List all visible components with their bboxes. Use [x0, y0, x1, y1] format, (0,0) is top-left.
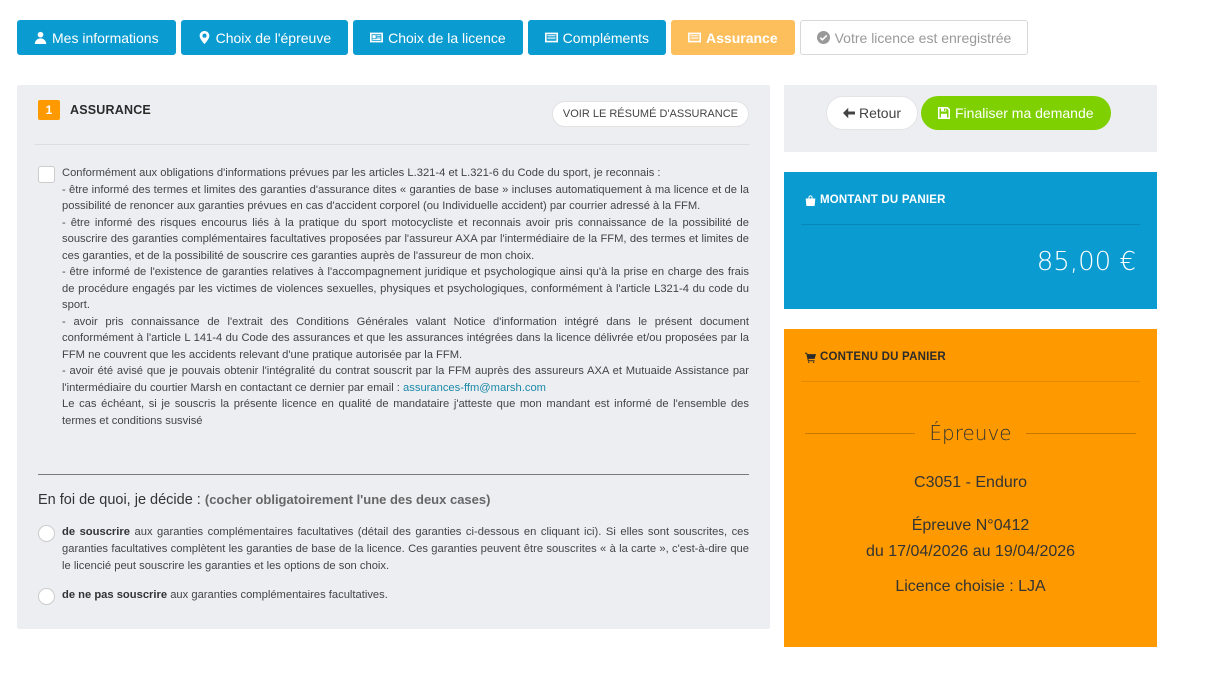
- panel-header: [38, 100, 151, 120]
- divider: [805, 433, 915, 434]
- option-subscribe: [38, 524, 749, 575]
- decision-heading: [38, 492, 490, 508]
- panel-title: ASSURANCE: [70, 103, 151, 117]
- not-subscribe-radio[interactable]: [38, 588, 55, 605]
- step-number-badge: 1: [38, 100, 60, 120]
- step-licence-enregistree[interactable]: [800, 20, 1029, 55]
- amount-title-text: MONTANT DU PANIER: [820, 194, 946, 206]
- option-text: [62, 524, 749, 575]
- shopping-cart-icon: [805, 352, 816, 363]
- step-label: Choix de l'épreuve: [215, 29, 332, 46]
- basket-content-card: [784, 329, 1157, 647]
- map-marker-icon: [198, 31, 211, 44]
- divider: [38, 474, 749, 475]
- check-circle-icon: [817, 31, 830, 44]
- shopping-bag-icon: [805, 195, 816, 206]
- arrow-left-icon: [843, 107, 855, 119]
- step-complements[interactable]: [528, 20, 666, 55]
- consent-item: - avoir pris connaissance de l'extrait des Conditions Générales valant Notice d'information intégré dans le présent document conformément à l'article L 141-4 du Code des assurances et que les assurances intégrées dans la licence délivrée et/ou proposées par la FFM ne couvrent que les accidents relevant d'une pratique autorisée par la FFM.: [62, 315, 749, 361]
- list-icon: [688, 31, 701, 44]
- id-card-icon: [370, 31, 383, 44]
- option-bold: de ne pas souscrire: [62, 589, 168, 601]
- event-section-heading: [805, 421, 1136, 445]
- divider: [35, 144, 749, 145]
- option-desc: aux garanties complémentaires facultatives (détail des garanties ci-dessous en cliquant ici). Si elles sont souscrites, ces garanties facultatives complètent les garanties de base de la licence. Ces garanties peuvent être souscrites « à la carte », c'est-à-dire que le licencié peut souscrire les garanties et les options de son choix.: [62, 526, 749, 572]
- basket-title-text: CONTENU DU PANIER: [820, 351, 946, 363]
- consent-item: - être informé de l'existence de garanties relatives à l'accompagnement juridique et psychologique ainsi qu'à la prise en charge des frais de procédure engagés par les victimes de violences sexuelles, physiques et psychologiques, conformément à l'article L321-4 du code du sport.: [62, 266, 749, 311]
- option-text: [62, 587, 749, 604]
- view-insurance-summary-button[interactable]: VOIR LE RÉSUMÉ D'ASSURANCE: [552, 101, 749, 127]
- email-link[interactable]: assurances-ffm@marsh.com: [403, 381, 546, 394]
- event-dates: du 17/04/2026 au 19/04/2026: [865, 543, 1076, 560]
- step-assurance[interactable]: [671, 20, 795, 55]
- consent-item: - être informé des termes et limites des garanties d'assurance dites « garanties de base » incluses automatiquement à ma licence et de la possibilité de renoncer aux garanties prévues en cas d'accident corporel (ou Individuelle accident) par courrier adressé à la FFM.: [62, 183, 749, 212]
- save-icon: [938, 107, 950, 119]
- list-icon: [545, 31, 558, 44]
- option-not-subscribe: [38, 587, 749, 604]
- consent-item: [62, 363, 749, 396]
- finalize-button[interactable]: [921, 96, 1111, 130]
- step-mes-informations[interactable]: [17, 20, 176, 55]
- back-button[interactable]: [826, 96, 918, 130]
- subscribe-radio[interactable]: [38, 525, 55, 542]
- consent-item: Le cas échéant, si je souscris la présente licence en qualité de mandataire j'atteste que mon mandant est informé de l'ensemble des termes et conditions susvisé: [62, 398, 749, 427]
- actions-box: [784, 85, 1157, 152]
- back-label: Retour: [859, 105, 902, 121]
- divider: [801, 381, 1140, 382]
- chosen-licence: Licence choisie : LJA: [895, 578, 1046, 595]
- basket-amount-value: 85,00 €: [1036, 247, 1136, 277]
- step-label: Mes informations: [52, 29, 159, 46]
- step-label: Compléments: [562, 29, 650, 46]
- amount-title: [805, 194, 946, 206]
- decision-hint: (cocher obligatoirement l'une des deux cases): [204, 492, 491, 507]
- consent-item: - être informé des risques encourus liés à la pratique du sport motocycliste et reconnais avoir pris connaissance de la possibilité de souscrire des garanties complémentaires facultatives proposées par l'assureur AXA par l'intermédiaire de la FFM, des termes et limites de ces garanties, et de la possibilité de souscrire ces garanties auprès de l'assureur de mon choix.: [62, 216, 749, 262]
- consent-item-text: - avoir été avisé que je pouvais obtenir l'intégralité du contrat souscrit par la FFM auprès des assureurs AXA et Mutuaide Assistance par l'intermédiaire du courtier Marsh en contactant ce dernier par email :: [62, 365, 749, 394]
- finalize-label: Finaliser ma demande: [955, 105, 1094, 121]
- step-label: Votre licence est enregistrée: [834, 29, 1012, 46]
- steps-nav: [17, 20, 1028, 55]
- consent-checkbox[interactable]: [38, 166, 55, 183]
- step-label: Assurance: [706, 29, 778, 46]
- consent-intro: Conformément aux obligations d'informations prévues par les articles L.321-4 et L.321-6 du Code du sport, je reconnais :: [62, 167, 661, 179]
- decision-label: En foi de quoi, je décide :: [38, 492, 205, 508]
- step-choix-epreuve[interactable]: [181, 20, 349, 55]
- event-details: [784, 513, 1157, 565]
- option-desc: aux garanties complémentaires facultatives.: [167, 589, 388, 601]
- basket-title: [805, 351, 946, 363]
- event-name: C3051 - Enduro: [914, 474, 1027, 491]
- insurance-panel: [17, 85, 770, 629]
- divider: [801, 224, 1140, 225]
- consent-block: [38, 165, 749, 429]
- event-section-title: Épreuve: [929, 421, 1012, 445]
- basket-amount-card: [784, 172, 1157, 309]
- event-number: Épreuve N°0412: [911, 517, 1030, 534]
- step-label: Choix de la licence: [388, 29, 506, 46]
- divider: [1026, 433, 1136, 434]
- user-icon: [34, 31, 47, 44]
- consent-text: [62, 165, 749, 429]
- option-bold: de souscrire: [62, 526, 130, 538]
- step-choix-licence[interactable]: [353, 20, 523, 55]
